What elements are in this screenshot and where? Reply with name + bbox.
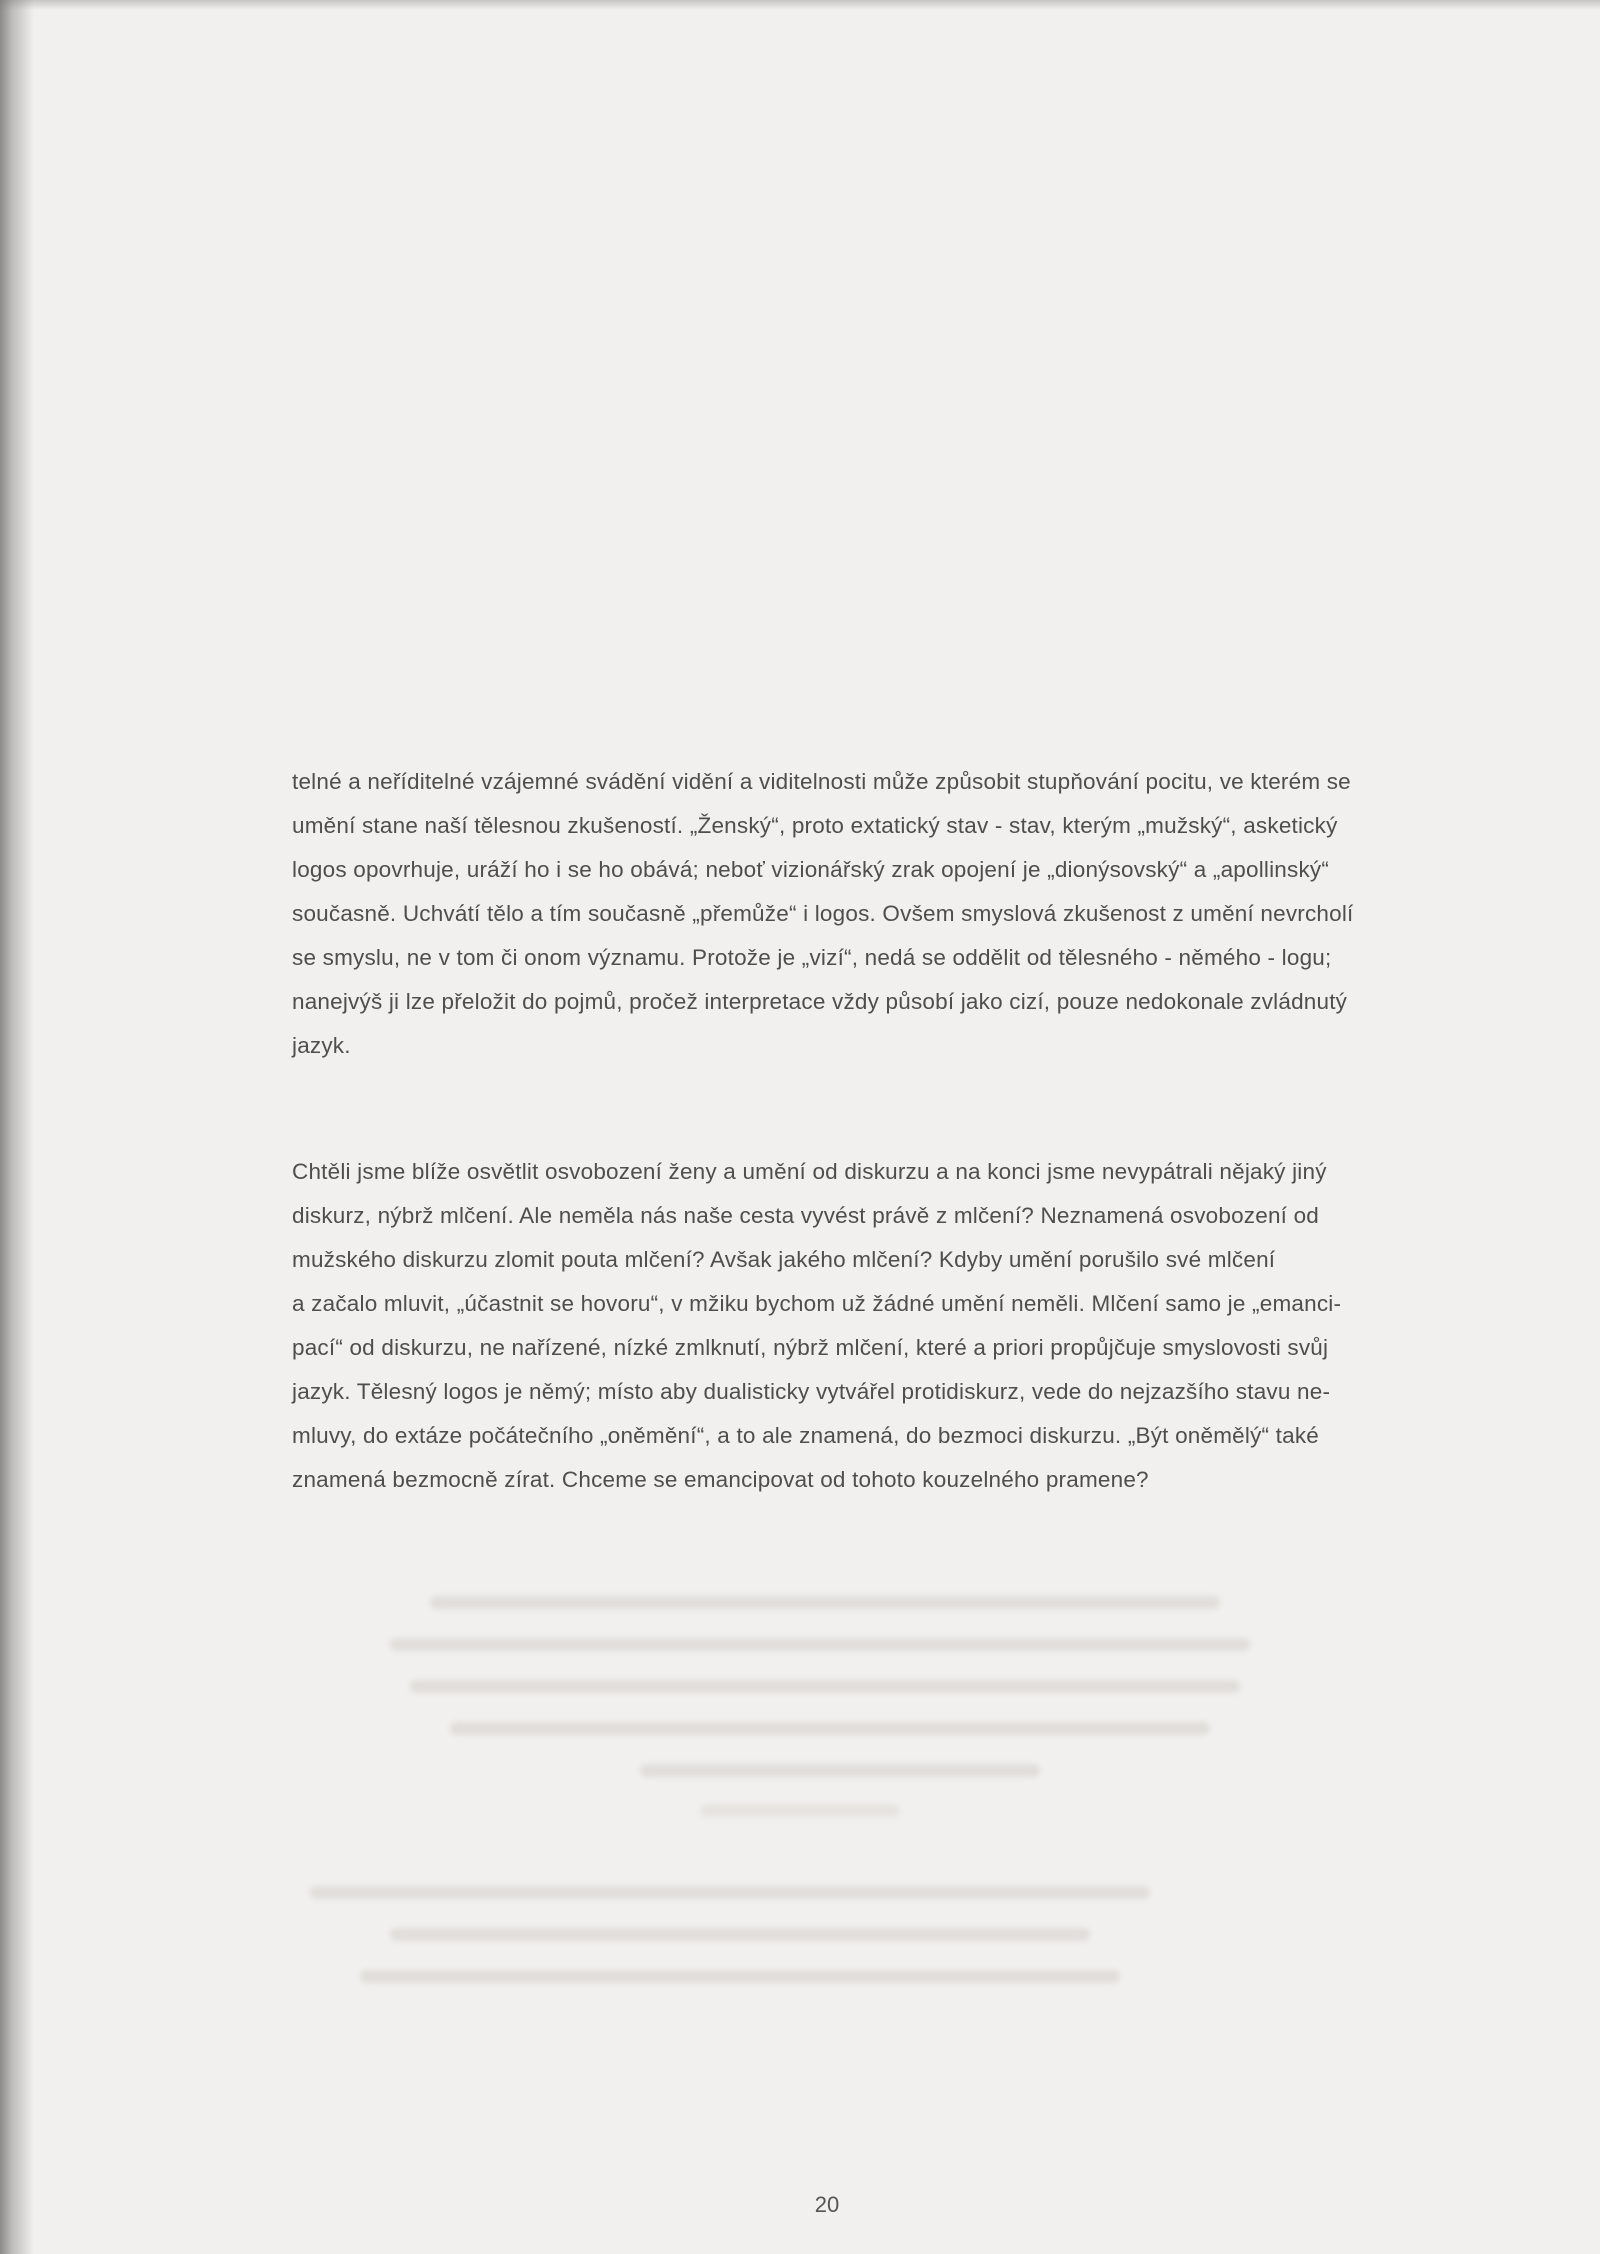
bleedthrough-line — [310, 1886, 1150, 1899]
text-line: mužského diskurzu zlomit pouta mlčení? Avšak jakého mlčení? Kdyby umění porušilo své mlčení — [292, 1247, 1276, 1272]
text-line: diskurz, nýbrž mlčení. Ale neměla nás naše cesta vyvést právě z mlčení? Neznamená osvobození od — [292, 1203, 1320, 1228]
bleedthrough-line — [360, 1970, 1120, 1983]
text-line: umění stane naší tělesnou zkušeností. „Ženský“, proto extatický stav - stav, kterým „mužský“, asketický — [292, 813, 1338, 838]
text-line: a začalo mluvit, „účastnit se hovoru“, v mžiku bychom už žádné umění neměli. Mlčení samo je „emanci- — [292, 1291, 1342, 1316]
paragraph-2 — [292, 1150, 1502, 1502]
text-line: nanejvýš ji lze přeložit do pojmů, pročež interpretace vždy působí jako cizí, pouze nedokonale zvládnutý — [292, 989, 1348, 1014]
bleedthrough-line — [450, 1722, 1210, 1735]
text-line: pací“ od diskurzu, ne nařízené, nízké zmlknutí, nýbrž mlčení, které a priori propůjčuje smyslovosti svůj — [292, 1335, 1329, 1360]
text-line: jazyk. Tělesný logos je němý; místo aby dualisticky vytvářel protidiskurz, vede do nejzazšího stavu ne- — [292, 1379, 1331, 1404]
text-line: telné a neříditelné vzájemné svádění vidění a viditelnosti může způsobit stupňování pocitu, ve kterém se — [292, 769, 1351, 794]
bleedthrough-line — [410, 1680, 1240, 1693]
text-line: Chtěli jsme blíže osvětlit osvobození ženy a umění od diskurzu a na konci jsme nevypátrali nějaký jiný — [292, 1159, 1327, 1184]
text-line: mluvy, do extáze počátečního „oněmění“, a to ale znamená, do bezmoci diskurzu. „Být oněmělý“ také — [292, 1423, 1319, 1448]
bleedthrough-line — [700, 1804, 900, 1817]
text-line: současně. Uchvátí tělo a tím současně „přemůže“ i logos. Ovšem smyslová zkušenost z umění nevrcholí — [292, 901, 1354, 926]
bleedthrough-line — [390, 1638, 1250, 1651]
page-number: 20 — [814, 2192, 840, 2217]
bleedthrough-line — [390, 1928, 1090, 1941]
text-line: jazyk. — [292, 1033, 351, 1058]
bleedthrough-line — [430, 1596, 1220, 1609]
text-line: se smyslu, ne v tom či onom významu. Protože je „vizí“, nedá se oddělit od tělesného - němého - logu; — [292, 945, 1332, 970]
text-line: logos opovrhuje, uráží ho i se ho obává; neboť vizionářský zrak opojení je „dionýsovský“ a „apollinský“ — [292, 857, 1330, 882]
text-line: znamená bezmocně zírat. Chceme se emancipovat od tohoto kouzelného pramene? — [292, 1467, 1149, 1492]
paragraph-1 — [292, 760, 1502, 1068]
bleedthrough-line — [640, 1764, 1040, 1777]
